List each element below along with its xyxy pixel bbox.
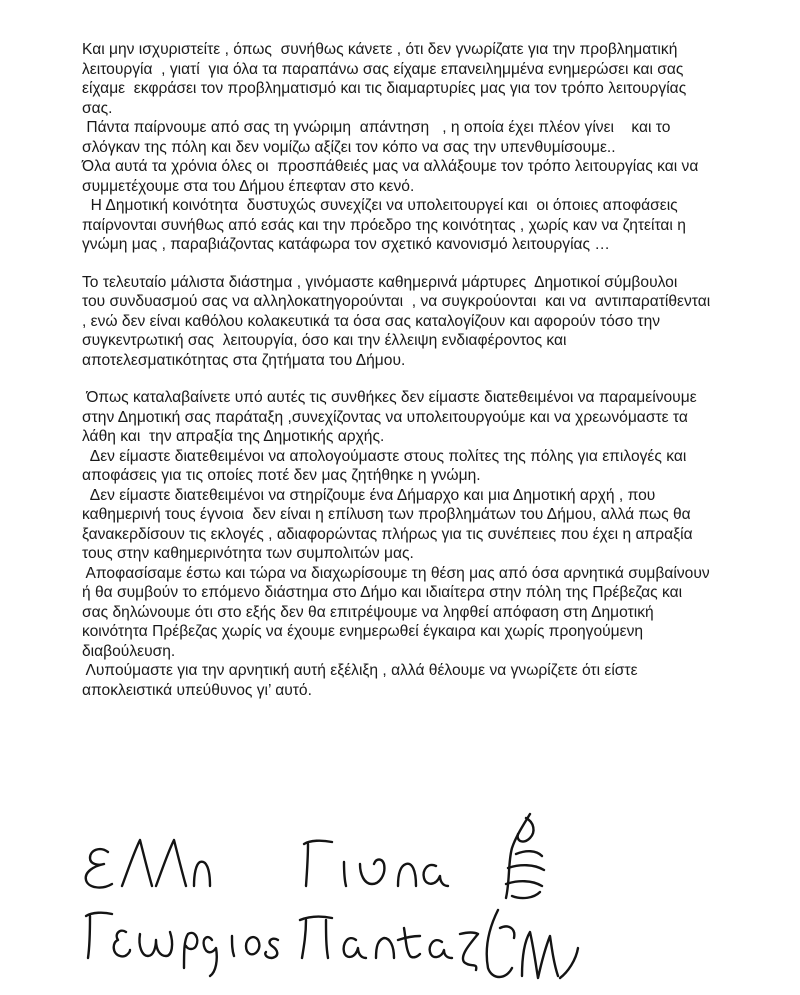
letter-line: αποτελεσματικότητας στα ζητήματα του Δήμου. bbox=[82, 351, 406, 369]
letter-line: σας δηλώνουμε ότι στο εξής δεν θα επιτρέψουμε να ληφθεί απόφαση στη Δημοτική bbox=[82, 603, 654, 621]
letter-line: Και μην ισχυριστείτε , όπως συνήθως κάνετε , ότι δεν γνωρίζατε για την προβληματική bbox=[82, 41, 678, 58]
letter-line: του συνδυασμού σας να αλληλοκατηγορούνται , να συγκρούονται και να αντιπαρατίθενται bbox=[82, 293, 711, 310]
letter-line: Η Δημοτική κοινότητα δυστυχώς συνεχίζει να υπολειτουργεί και οι όποιες αποφάσεις bbox=[82, 197, 678, 214]
letter-line: Λυπούμαστε για την αρνητική αυτή εξέλιξη , αλλά θέλουμε να γνωρίζετε ότι είστε bbox=[82, 662, 638, 679]
letter-line: ή θα συμβούν το επόμενο διάστημα στο Δήμο και ιδιαίτερα στην πόλη της Πρέβεζας και bbox=[82, 584, 683, 601]
paragraph-gap bbox=[82, 370, 782, 388]
letter-line: Αποφασίσαμε έστω και τώρα να διαχωρίσουμε τη θέση μας από όσα αρνητικά συμβαίνουν bbox=[82, 564, 710, 582]
letter-line: καθημερινή τους έγνοια δεν είναι η επίλυση των προβλημάτων του Δήμου, αλλά πως θα bbox=[82, 506, 691, 523]
letter-line: είχαμε εκφράσει τον προβληματισμό και τις διαμαρτυρίες μας για τον τρόπο λειτουργίας bbox=[82, 80, 687, 97]
letter-line: , ενώ δεν είναι καθόλου κολακευτικά τα όσα σας καταλογίζουν και αφορούν τόσο την bbox=[82, 312, 661, 330]
letter-line: Το τελευταίο μάλιστα διάστημα , γινόμαστε καθημερινά μάρτυρες Δημοτικοί σύμβουλοι bbox=[82, 273, 678, 291]
letter-line: αποκλειστικά υπεύθυνος γι’ αυτό. bbox=[82, 681, 312, 699]
signature-elli bbox=[86, 840, 210, 887]
letter-line: Όπως καταλαβαίνετε υπό αυτές τις συνθήκες δεν είμαστε διατεθειμένοι να παραμείνουμε bbox=[82, 389, 697, 406]
letter-line: σας. bbox=[82, 99, 113, 117]
letter-line: διαβούλευση. bbox=[82, 642, 176, 660]
letter-line: λάθη και την απραξία της Δημοτικής αρχής. bbox=[82, 428, 385, 445]
letter-line: κοινότητα Πρέβεζας χωρίς να έχουμε ενημερωθεί έγκαιρα και χωρίς προηγούμενη bbox=[82, 623, 644, 640]
letter-line: σλόγκαν της πόλη και δεν νομίζω αξίζει τον κόπο να σας την υπενθυμίσουμε.. bbox=[82, 138, 616, 156]
letter-line: παίρνονται συνήθως από εσάς και την πρόεδρο της κοινότητας , χωρίς καν να ζητείται η bbox=[82, 216, 686, 234]
handwritten-signatures bbox=[60, 800, 760, 990]
letter-line: Δεν είμαστε διατεθειμένοι να απολογούμαστε στους πολίτες της πόλης για επιλογές και bbox=[82, 447, 687, 465]
signature-giona bbox=[304, 841, 448, 886]
letter-line: στην Δημοτική σας παράταξη ,συνεχίζοντας να υπολειτουργούμε και να χρεωνόμαστε τα bbox=[82, 408, 688, 426]
letter-line: τους στην καθημερινότητα των συμπολιτών μας. bbox=[82, 545, 414, 562]
letter-line: λειτουργία , γιατί για όλα τα παραπάνω σας είχαμε επανειλημμένα ενημερώσει και σας bbox=[82, 60, 684, 78]
paragraph-gap bbox=[82, 255, 782, 273]
letter-body bbox=[82, 40, 782, 700]
letter-line: Πάντα παίρνουμε από σας τη γνώριμη απάντηση , η οποία έχει πλέον γίνει και το bbox=[82, 119, 671, 136]
letter-line: συγκεντρωτική σας λειτουργία, όσο και την έλλειψη ενδιαφέροντος και bbox=[82, 332, 567, 349]
letter-line: συμμετέχουμε στα του Δήμου έπεφταν στο κενό. bbox=[82, 177, 415, 195]
signature-pantaz bbox=[300, 917, 478, 970]
signature-block bbox=[60, 800, 760, 990]
letter-line: Δεν είμαστε διατεθειμένοι να στηρίζουμε ένα Δήμαρχο και μια Δημοτική αρχή , που bbox=[82, 486, 656, 504]
signature-flourish bbox=[487, 814, 578, 978]
letter-line: Όλα αυτά τα χρόνια όλες οι προσπάθειές μας να αλλάξουμε τον τρόπο λειτουργίας και να bbox=[82, 158, 699, 175]
letter-line: γνώμη μας , παραβιάζοντας κατάφωρα τον σχετικό κανονισμό λειτουργίας … bbox=[82, 236, 610, 253]
letter-line: ξανακερδίσουν τις εκλογές , αδιαφορώντας πλήρως για τις συνέπειες που έχει η απραξία bbox=[82, 525, 693, 543]
signature-georgios bbox=[86, 913, 278, 976]
letter-line: αποφάσεις για τις οποίες ποτέ δεν μας ζητήθηκε η γνώμη. bbox=[82, 467, 481, 484]
